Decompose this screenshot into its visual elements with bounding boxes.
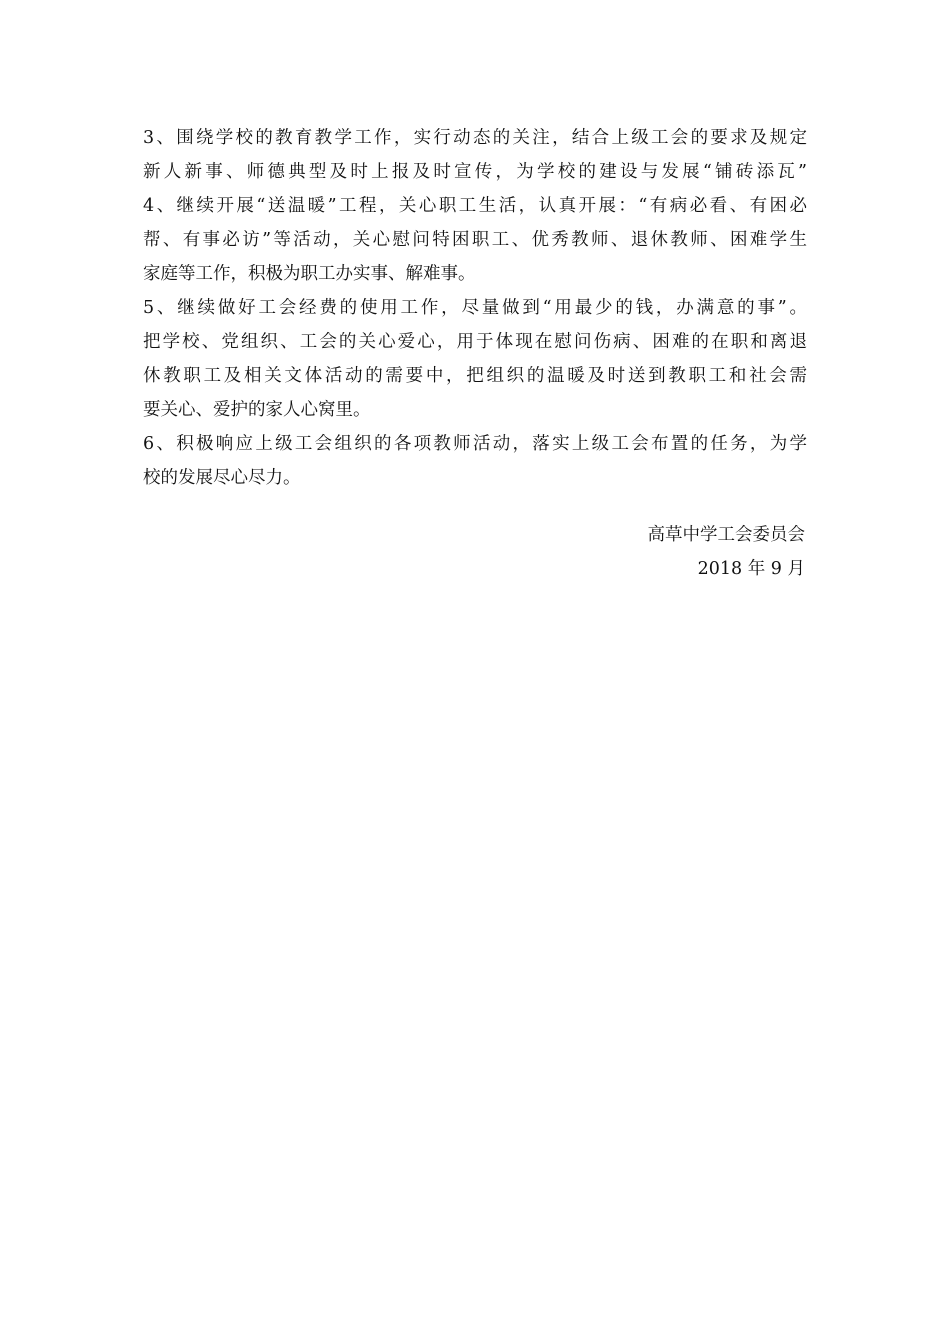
paragraph-6-line-1: 6、积极响应上级工会组织的各项教师活动，落实上级工会布置的任务，为学 xyxy=(143,434,807,454)
paragraph-4-line-1: 4、继续开展“送温暖”工程，关心职工生活，认真开展：“有病必看、有困必 xyxy=(143,196,807,216)
signature-block xyxy=(648,518,806,586)
paragraph-3-line-2: 新人新事、师德典型及时上报及时宣传，为学校的建设与发展“铺砖添瓦” xyxy=(143,162,807,182)
paragraph-5-line-4: 要关心、爱护的家人心窝里。 xyxy=(143,400,371,420)
paragraph-6-line-2: 校的发展尽心尽力。 xyxy=(143,468,301,488)
paragraph-5-line-1: 5、继续做好工会经费的使用工作，尽量做到“用最少的钱，办满意的事”。 xyxy=(143,298,807,318)
paragraph-5-line-3: 休教职工及相关文体活动的需要中，把组织的温暖及时送到教职工和社会需 xyxy=(143,366,807,386)
signature-organization: 高草中学工会委员会 xyxy=(647,525,805,545)
paragraph-5-line-2: 把学校、党组织、工会的关心爱心，用于体现在慰问伤病、困难的在职和离退 xyxy=(143,332,807,352)
signature-date: 2018 年 9 月 xyxy=(697,559,805,579)
paragraph-4-line-2: 帮、有事必访”等活动，关心慰问特困职工、优秀教师、退休教师、困难学生 xyxy=(143,230,807,250)
paragraph-4-line-3: 家庭等工作，积极为职工办实事、解难事。 xyxy=(143,264,476,284)
document-body xyxy=(143,121,807,495)
paragraph-3-line-1: 3、围绕学校的教育教学工作，实行动态的关注，结合上级工会的要求及规定 xyxy=(143,128,807,148)
